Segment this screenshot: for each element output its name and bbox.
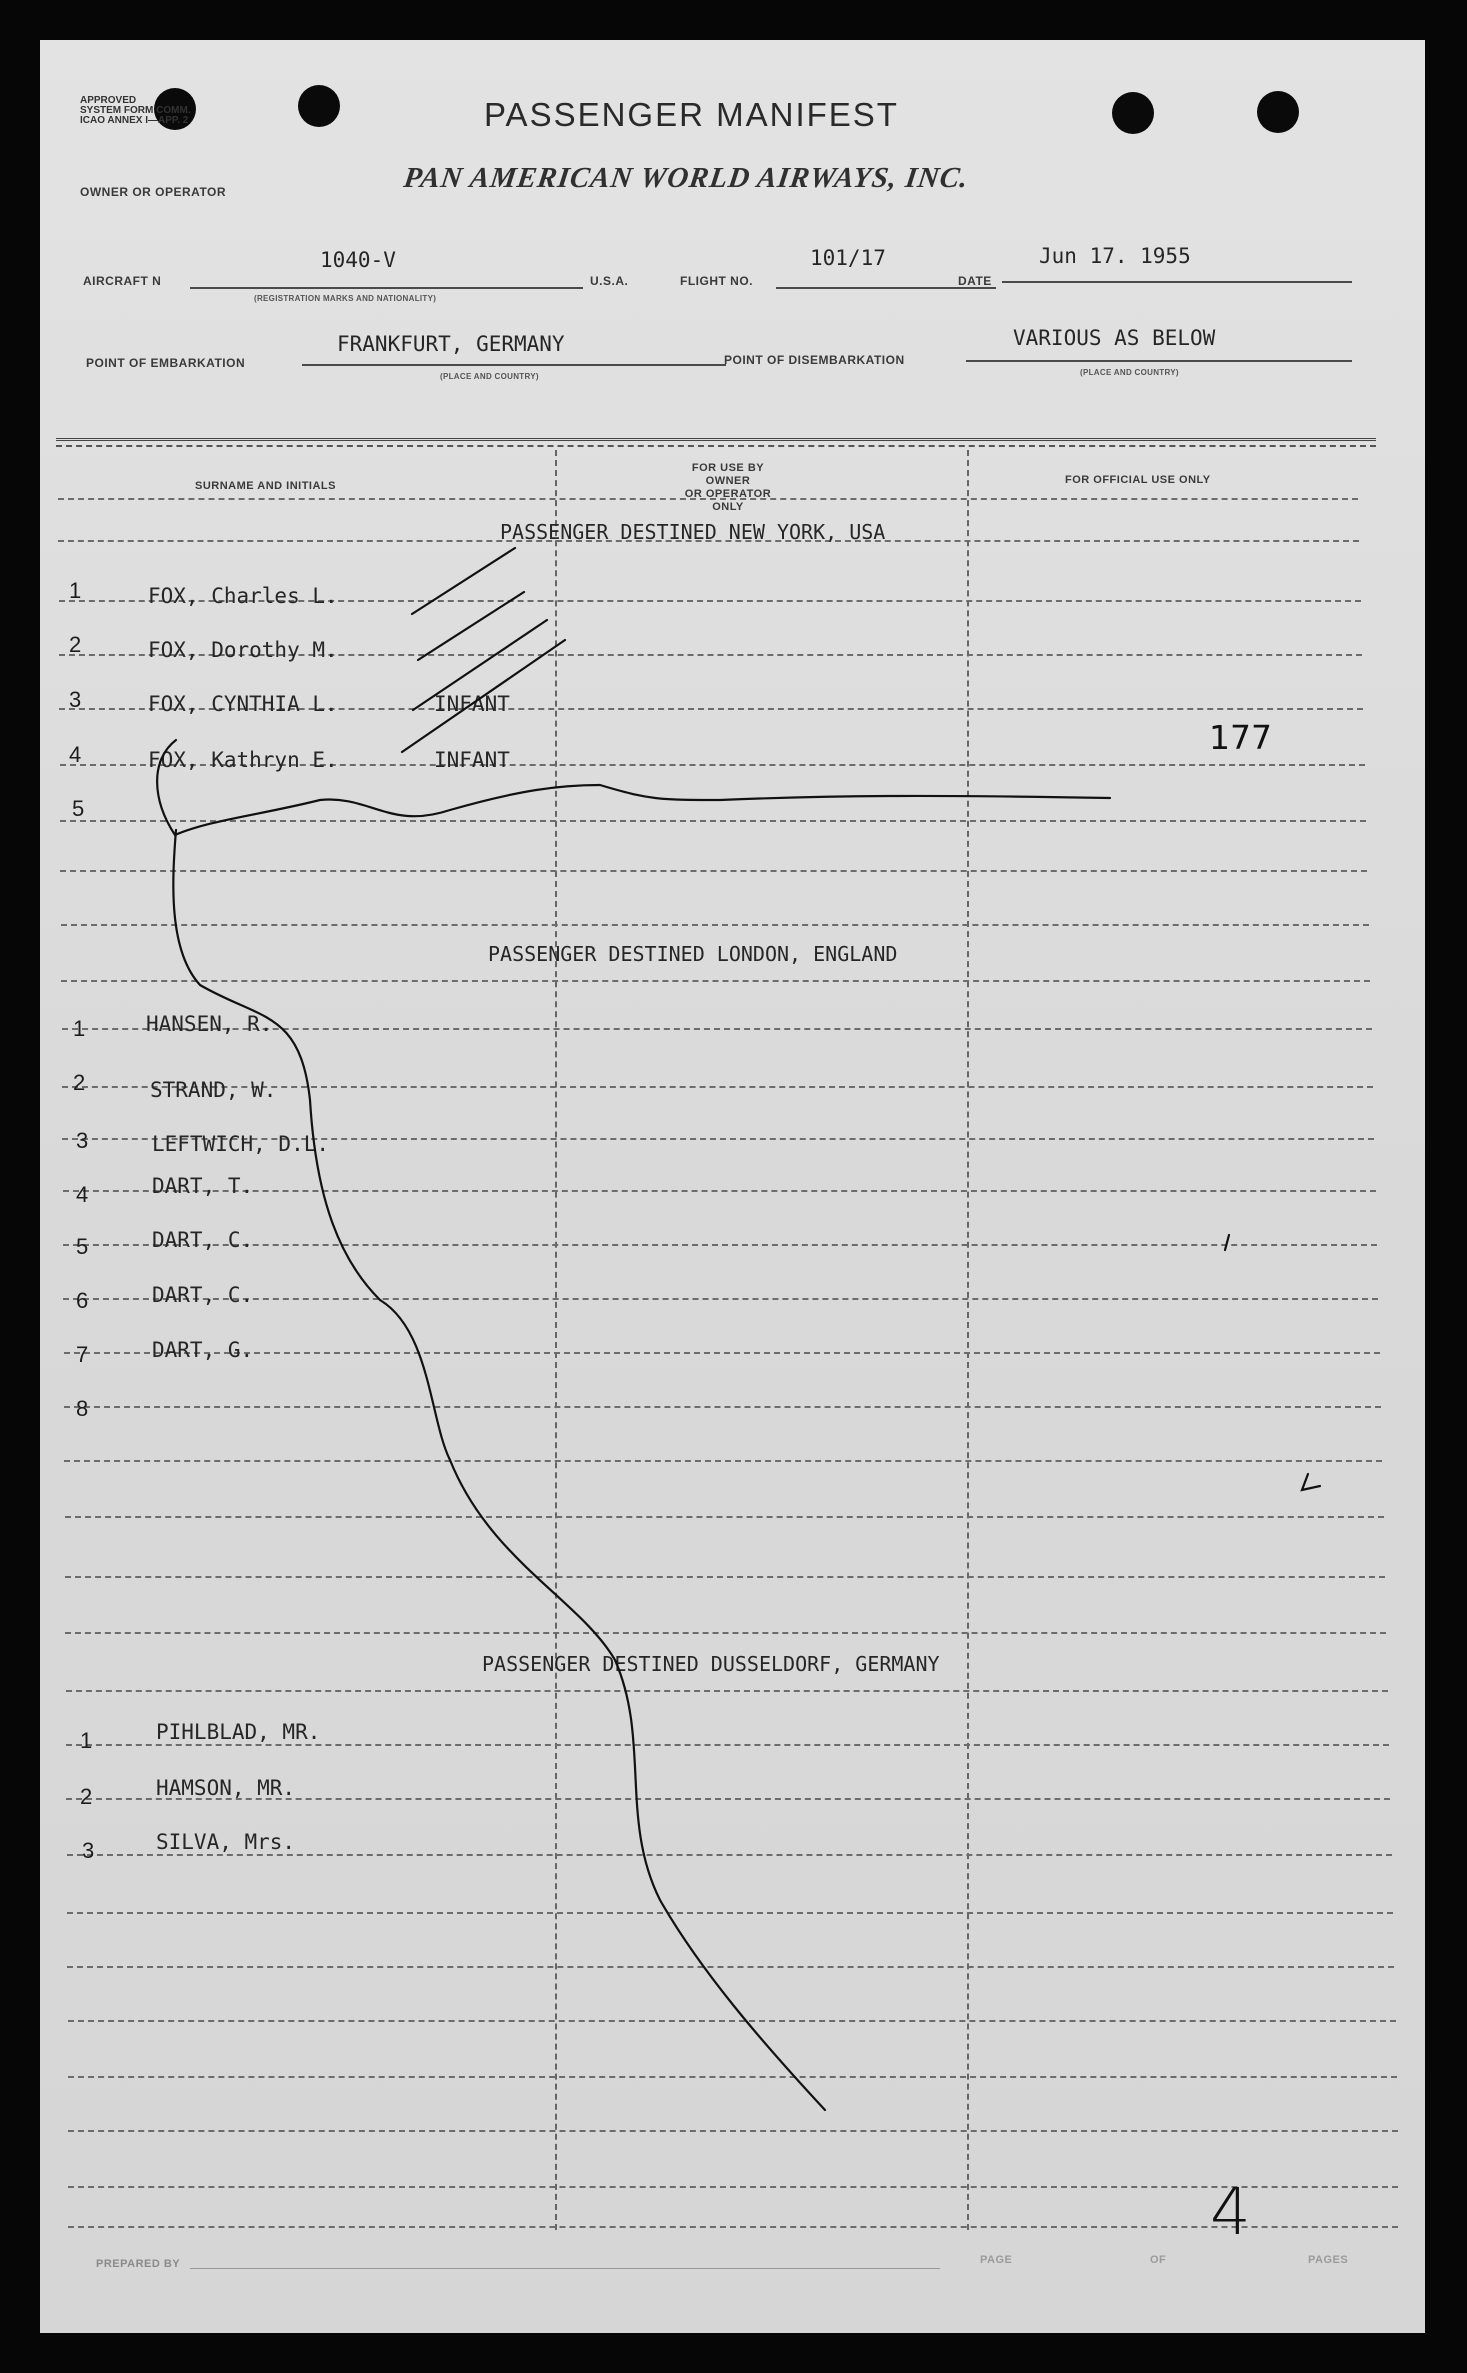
passenger-name: HANSEN, R. (146, 1012, 273, 1036)
passenger-name: FOX, Charles L. (148, 584, 338, 608)
pen-slash (402, 640, 565, 752)
embarkation-value: FRANKFURT, GERMANY (337, 332, 565, 356)
pen-tick (1225, 1235, 1229, 1250)
row-number: 1 (69, 578, 82, 603)
of-label: OF (1150, 2254, 1167, 2266)
aircraft-value: 1040-V (320, 248, 396, 272)
row-number: 3 (76, 1128, 89, 1153)
section-heading-new-york: PASSENGER DESTINED NEW YORK, USA (500, 520, 886, 544)
official-mark: 177 (1209, 718, 1272, 757)
passenger-name: STRAND, W. (150, 1078, 277, 1102)
passenger-name: FOX, Kathryn E. (148, 748, 338, 772)
section-heading-dusseldorf: PASSENGER DESTINED DUSSELDORF, GERMANY (482, 1652, 940, 1676)
prepared-by-line (190, 2268, 940, 2269)
pages-label: PAGES (1308, 2254, 1349, 2266)
flight-label: FLIGHT NO. (680, 274, 753, 288)
page-label: PAGE (980, 2254, 1013, 2266)
row-number: 7 (76, 1342, 89, 1367)
infant-note: INFANT (434, 692, 510, 716)
disembarkation-caption: (PLACE AND COUNTRY) (1080, 368, 1179, 377)
row-number: 8 (76, 1396, 89, 1421)
operator-name: PAN AMERICAN WORLD AIRWAYS, INC. (401, 162, 971, 194)
disembarkation-label: POINT OF DISEMBARKATION (724, 353, 905, 367)
embarkation-label: POINT OF EMBARKATION (86, 356, 246, 370)
approval-note: APPROVED SYSTEM FORM COMM. ICAO ANNEX I—APP. 2 (80, 95, 191, 126)
pen-cancel-line (157, 740, 1110, 835)
passenger-name: HAMSON, MR. (156, 1776, 296, 1800)
column-header-surname: SURNAME AND INITIALS (195, 480, 336, 492)
form-title: PASSENGER MANIFEST (484, 96, 899, 133)
row-number: 1 (80, 1728, 93, 1753)
flight-value: 101/17 (810, 246, 886, 270)
row-number: 4 (69, 742, 82, 767)
row-number: 5 (76, 1234, 89, 1259)
disembarkation-value: VARIOUS AS BELOW (1013, 326, 1216, 350)
passenger-name: DART, T. (152, 1174, 254, 1198)
row-number: 6 (76, 1288, 89, 1313)
registration-caption: (REGISTRATION MARKS AND NATIONALITY) (254, 294, 437, 303)
row-number: 2 (73, 1070, 86, 1095)
column-header-owner-use: FOR USE BY OWNER OR OPERATOR ONLY (684, 462, 772, 513)
row-number: 1 (73, 1016, 86, 1041)
passenger-name: PIHLBLAD, MR. (156, 1720, 321, 1744)
row-number: 5 (72, 796, 85, 821)
row-number: 4 (76, 1182, 89, 1207)
owner-label: OWNER OR OPERATOR (80, 185, 227, 199)
column-header-official: FOR OFFICIAL USE ONLY (1065, 474, 1211, 486)
section-heading-london: PASSENGER DESTINED LONDON, ENGLAND (488, 942, 898, 966)
manifest-sheet (40, 40, 1425, 2333)
pen-slash (418, 592, 524, 660)
pen-strokes (40, 40, 1425, 2333)
row-number: 2 (69, 632, 82, 657)
aircraft-label: AIRCRAFT N (83, 274, 162, 288)
passenger-name: FOX, Dorothy M. (148, 638, 338, 662)
row-number: 3 (69, 687, 82, 712)
country-label: U.S.A. (590, 274, 629, 288)
pen-mark (1302, 1474, 1320, 1490)
prepared-by-label: PREPARED BY (96, 2258, 181, 2270)
passenger-name: SILVA, Mrs. (156, 1830, 296, 1854)
date-label: DATE (958, 274, 992, 288)
infant-note: INFANT (434, 748, 510, 772)
passenger-name: FOX, CYNTHIA L. (148, 692, 338, 716)
pen-flow-line (173, 830, 825, 2110)
pen-slash (412, 548, 515, 614)
passenger-name: DART, C. (152, 1283, 254, 1307)
embarkation-caption: (PLACE AND COUNTRY) (440, 372, 539, 381)
row-number: 3 (82, 1838, 95, 1863)
page-mark: 4 (1210, 2176, 1251, 2250)
row-number: 2 (80, 1784, 93, 1809)
date-value: Jun 17. 1955 (1039, 244, 1191, 268)
passenger-name: DART, C. (152, 1228, 254, 1252)
passenger-name: LEFTWICH, D.L. (152, 1132, 330, 1156)
passenger-name: DART, G. (152, 1338, 254, 1362)
